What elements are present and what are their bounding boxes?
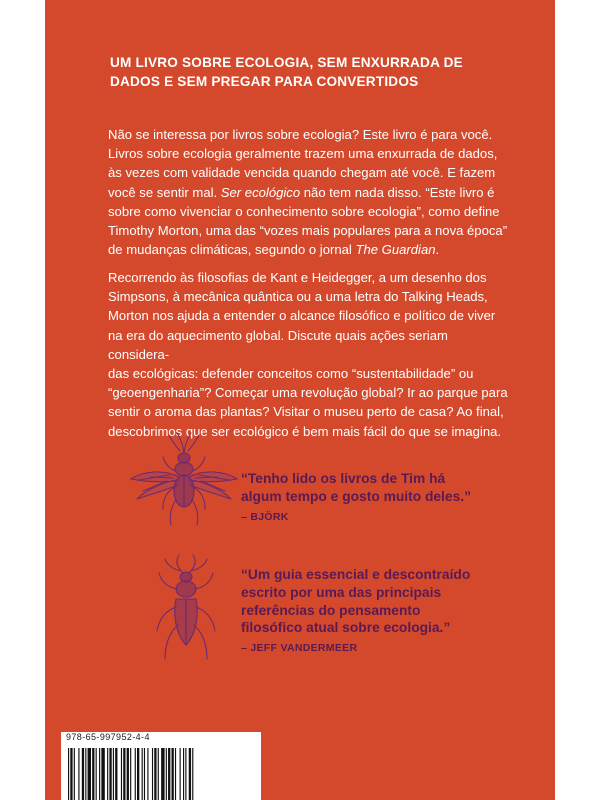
- synopsis-paragraph-1: [108, 125, 508, 259]
- text-segment: não tem nada disso. “Este livro é: [300, 184, 495, 200]
- review-quote-2: [241, 566, 521, 654]
- quote-attribution: – BJÖRK: [241, 510, 289, 523]
- quote-attribution: – JEFF VANDERMEER: [241, 642, 358, 655]
- quote-line: referências do pensamento: [241, 602, 421, 618]
- text-line: das ecológicas: defender conceitos como “sustentabilidade” ou: [108, 366, 474, 382]
- book-title-italic: Ser ecológico: [220, 184, 301, 200]
- text-line: Recorrendo às filosofias de Kant e Heidegger, a um desenho dos: [108, 270, 487, 285]
- text-segment: você se sentir mal.: [108, 184, 221, 200]
- text-line: descobrimos que ser ecológico é bem mais fácil do que se imagina.: [108, 423, 502, 439]
- text-line: às vezes com validade vencida quando chegam até você. E fazem: [108, 165, 496, 181]
- book-back-cover: [45, 0, 555, 800]
- beetle-icon: [151, 553, 221, 665]
- text-line: sobre como vivenciar o conhecimento sobre ecologia”, como define: [108, 203, 500, 219]
- text-line: Livros sobre ecologia geralmente trazem uma enxurrada de dados,: [108, 146, 498, 162]
- headline-line: UM LIVRO SOBRE ECOLOGIA, SEM ENXURRADA DE: [110, 55, 463, 70]
- synopsis-paragraph-2: [108, 268, 508, 441]
- text-segment: de mudanças climáticas, segundo o jornal: [108, 242, 356, 258]
- quote-line: “Tenho lido os livros de Tim há: [241, 471, 446, 486]
- headline: [110, 53, 530, 91]
- text-line: Timothy Morton, uma das “vozes mais populares para a nova época”: [108, 223, 508, 239]
- text-segment: .: [435, 242, 440, 258]
- text-line: Simpsons, à mecânica quântica ou a uma letra do Talking Heads,: [108, 289, 488, 305]
- isbn-barcode-block: [61, 732, 261, 800]
- text-line: “geoengenharia”? Começar uma revolução global? Ir ao parque para: [108, 385, 508, 401]
- text-line: Morton nos ajuda a entender o alcance filosófico e político de viver: [108, 308, 496, 324]
- text-line: [108, 183, 508, 202]
- text-line: [108, 240, 508, 259]
- isbn-number: 978-65-997952-4-4: [66, 732, 150, 742]
- text-line: Não se interessa por livros sobre ecologia? Este livro é para você.: [108, 127, 493, 142]
- quote-line: “Um guia essencial e descontraído: [241, 567, 471, 582]
- headline-line: DADOS E SEM PREGAR PARA CONVERTIDOS: [110, 74, 419, 89]
- newspaper-title-italic: The Guardian: [355, 242, 436, 258]
- text-line: na era do aquecimento global. Discute quais ações seriam considera-: [108, 327, 448, 362]
- text-line: sentir o aroma das plantas? Visitar o museu perto de casa? Ao final,: [108, 404, 504, 420]
- quote-line: filosófico atual sobre ecologia.”: [241, 620, 451, 636]
- barcode-icon: [66, 748, 256, 800]
- review-quote-1: [241, 470, 521, 523]
- quote-line: algum tempo e gosto muito deles.”: [241, 488, 471, 504]
- quote-line: escrito por uma das principais: [241, 584, 442, 600]
- winged-beetle-icon: [129, 425, 239, 530]
